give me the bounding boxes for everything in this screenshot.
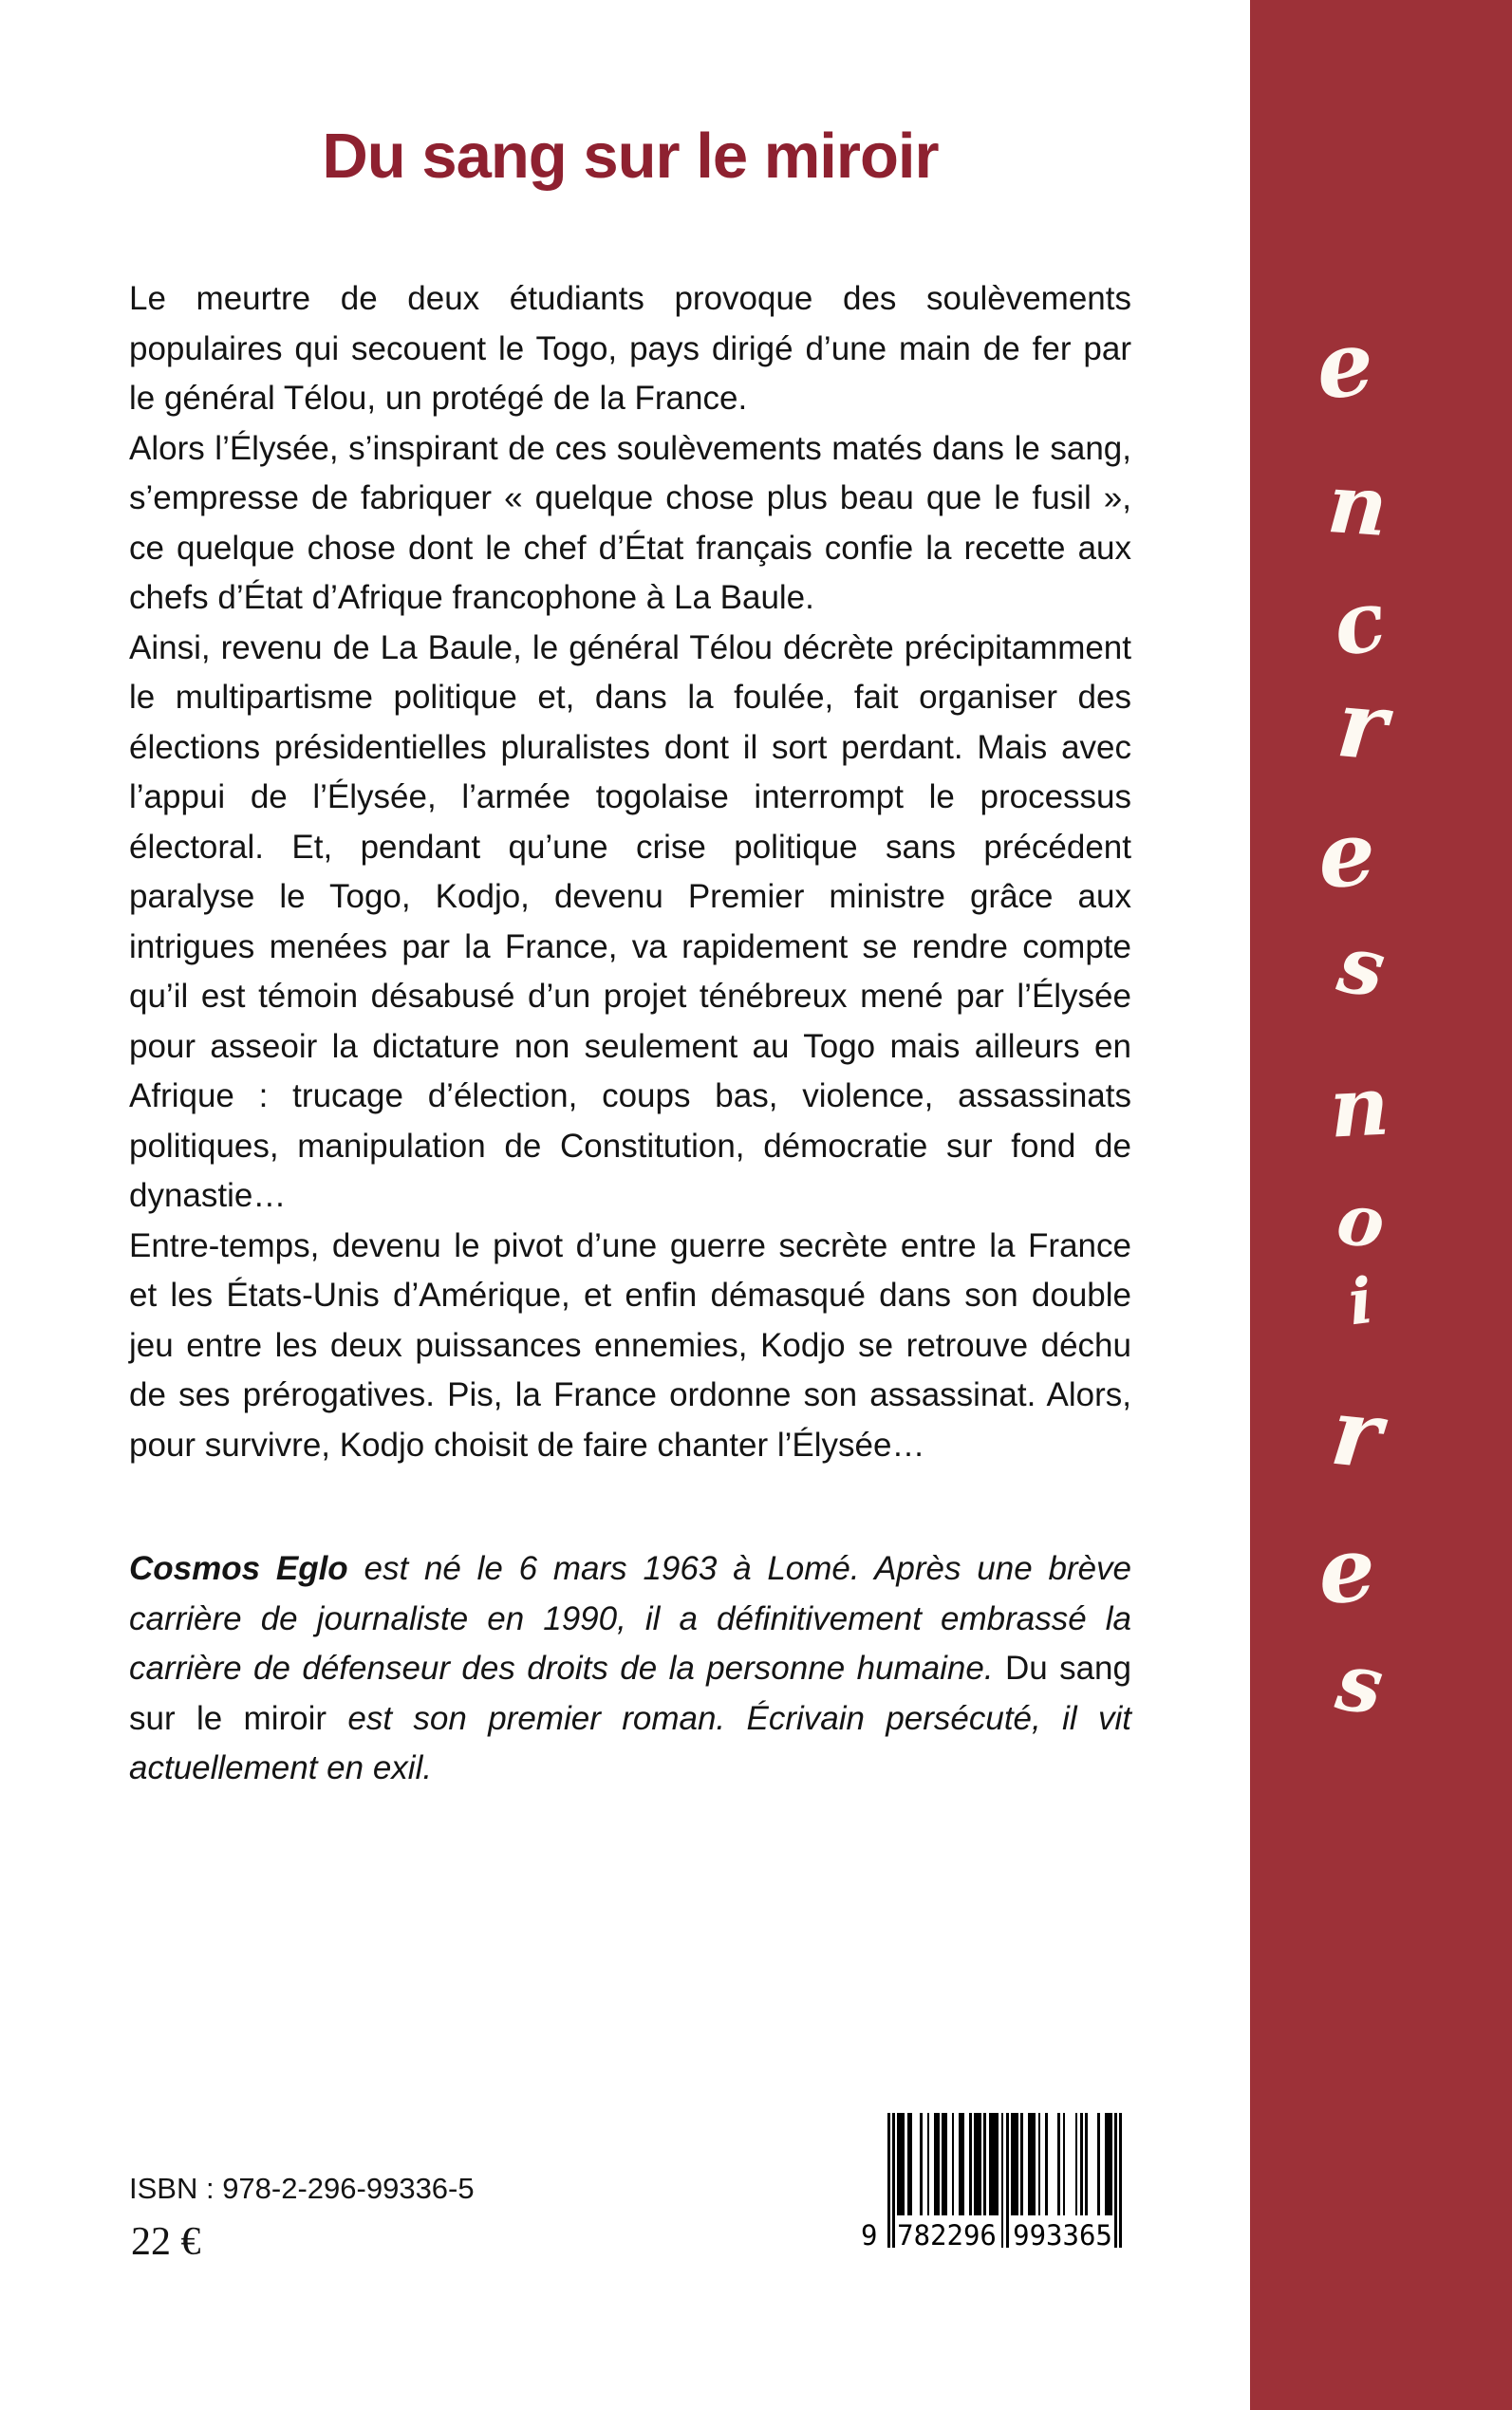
barcode-bar — [996, 2113, 999, 2215]
collection-letter: c — [1325, 570, 1393, 676]
barcode-bar — [1110, 2113, 1112, 2215]
collection-letter: e — [1315, 801, 1379, 909]
collection-letter: o — [1333, 1178, 1389, 1265]
barcode-bar — [1119, 2113, 1122, 2248]
barcode-bar — [1016, 2113, 1018, 2215]
barcode-bar — [1080, 2113, 1083, 2215]
barcode-bar — [1020, 2113, 1023, 2215]
bio-book-title: Du sang sur le miroir — [129, 1650, 1131, 1737]
barcode-bar — [1114, 2113, 1117, 2248]
collection-letter: i — [1344, 1262, 1377, 1340]
barcode-bar — [927, 2113, 930, 2215]
barcode-bar — [937, 2113, 940, 2215]
barcode-bar — [1038, 2113, 1041, 2215]
barcode-bar — [909, 2113, 912, 2215]
barcode-bar — [1033, 2113, 1036, 2215]
synopsis-paragraph: Entre-temps, devenu le pivot d’une guerre secrète entre la France et les États-Unis d’Amérique, et enfin démasqué dans son double jeu entre les deux puissances ennemies, Kodjo se retrouve déchu de ses prérogatives. Pis, la France ordonne son assassinat. Alors, pour survivre, Kodjo choisit de faire chanter l’Élysée… — [129, 1226, 1131, 1464]
book-title: Du sang sur le miroir — [322, 121, 939, 192]
collection-letter: e — [1311, 310, 1379, 420]
barcode-bar — [1097, 2113, 1100, 2215]
collection-band — [1250, 0, 1512, 2410]
barcode-bar — [920, 2113, 923, 2215]
barcode-bar — [983, 2113, 986, 2215]
isbn-text: ISBN : 978-2-296-99336-5 — [129, 2172, 475, 2205]
barcode-bar — [892, 2113, 895, 2248]
barcode-bar — [952, 2113, 955, 2215]
barcode-bar — [1001, 2113, 1004, 2248]
collection-letter: r — [1333, 668, 1391, 783]
barcode-bar — [1063, 2113, 1066, 2215]
collection-letter: s — [1332, 915, 1391, 1017]
barcode-lead-digit: 9 — [861, 2219, 878, 2251]
collection-letter: e — [1314, 1516, 1380, 1626]
barcode-bar — [944, 2113, 947, 2215]
barcode-digits-left: 782296 — [897, 2219, 997, 2251]
barcode-bar — [1057, 2113, 1060, 2215]
barcode-bar — [1006, 2113, 1009, 2248]
collection-letter: n — [1324, 455, 1391, 556]
synopsis-paragraph: Ainsi, revenu de La Baule, le général Télou décrète précipitamment le multipartisme politique et, dans la foulée, fait organiser des élections présidentielles pluralistes dont il sort perdant. Mais avec l’appui de l’Élysée, l’armée togolaise interrompt le processus électoral. Et, pendant qu’une crise politique sans précédent paralyse le Togo, Kodjo, devenu Premier ministre grâce aux intrigues menées par la France, va rapidement se rendre compte qu’il est témoin désabusé d’un projet ténébreux mené par l’Élysée pour asseoir la dictature non seulement au Togo mais ailleurs en Afrique : trucage d’élection, coups bas, violence, assassinats politiques, manipulation de Constitution, démocratie sur fond de dynastie… — [129, 628, 1131, 1214]
barcode-bar — [969, 2113, 972, 2215]
barcode-bar — [903, 2113, 905, 2215]
collection-letter: s — [1331, 1634, 1390, 1733]
collection-letter: n — [1327, 1057, 1392, 1157]
price-text: 22 € — [131, 2220, 201, 2264]
author-bio — [129, 1544, 1131, 1794]
barcode-bar — [1075, 2113, 1078, 2215]
barcode-bar — [1045, 2113, 1048, 2215]
barcode-bar — [1085, 2113, 1088, 2215]
synopsis — [129, 274, 1131, 1470]
collection-letter: r — [1326, 1376, 1387, 1491]
ean13-barcode — [861, 2113, 1122, 2263]
bio-text: est son premier roman. Écrivain persécuté, il vit actuellement en exil. — [129, 1699, 1131, 1786]
barcode-bar — [979, 2113, 981, 2215]
barcode-digits-right: 993365 — [1013, 2219, 1112, 2251]
synopsis-paragraph: Le meurtre de deux étudiants provoque des soulèvements populaires qui secouent le Togo, pays dirigé d’une main de fer par le général Télou, un protégé de la France. — [129, 280, 1131, 417]
bio-text: est né le 6 mars 1963 à Lomé. Après une brève carrière de journaliste en 1990, il a définitivement embrassé la carrière de défenseur des droits de la personne humaine. — [129, 1550, 1132, 1687]
main-text-column — [129, 0, 1131, 1827]
author-name: Cosmos Eglo — [129, 1550, 348, 1587]
synopsis-paragraph: Alors l’Élysée, s’inspirant de ces soulèvements matés dans le sang, s’empresse de fabriquer « quelque chose plus beau que le fusil », ce quelque chose dont le chef d’État français confie la recette aux chefs d’État d’Afrique francophone à La Baule. — [129, 429, 1131, 616]
barcode-bar — [887, 2113, 890, 2248]
barcode-bar — [961, 2113, 964, 2215]
